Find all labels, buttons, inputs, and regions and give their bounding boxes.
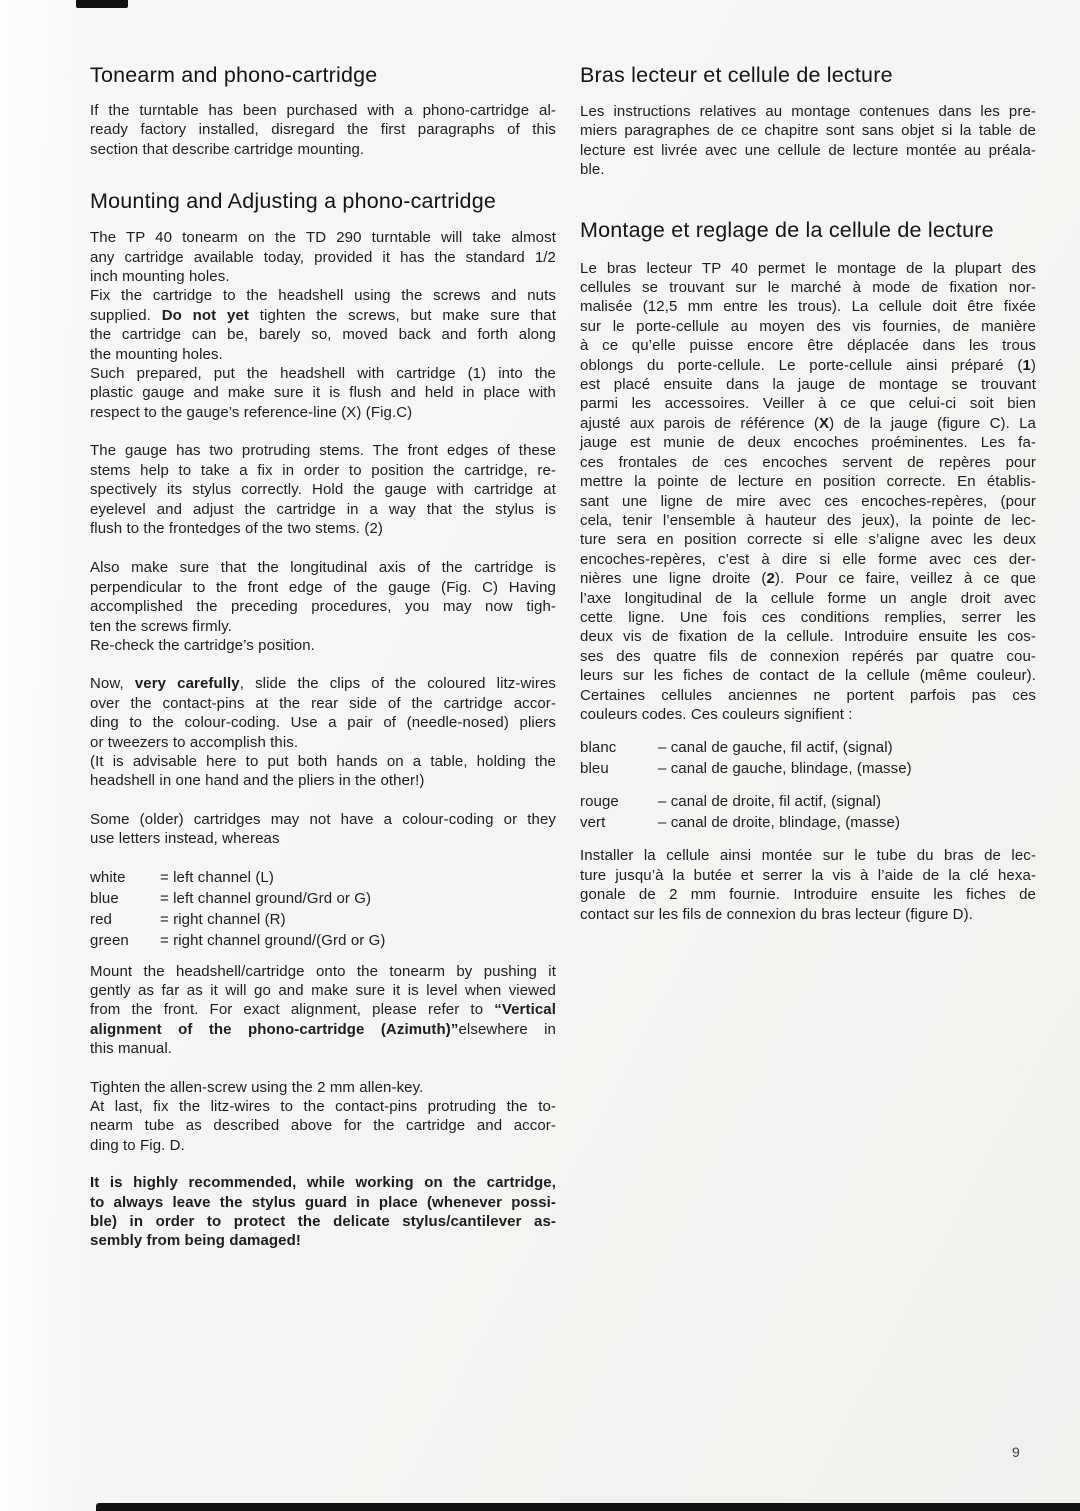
paragraph xyxy=(580,102,1036,180)
color-code-item xyxy=(580,791,1036,812)
text-line: Some (older) cartridges may not have a colour-coding or they xyxy=(90,810,556,828)
text-line: stems help to take a fix in order to position the cartridge, re- xyxy=(90,461,556,479)
text-line: Re-check the cartridge’s position. xyxy=(90,636,315,654)
text-line: eyelevel and adjust the cartridge in a way that the stylus is xyxy=(90,500,556,518)
scan-artifact-bottom xyxy=(96,1503,1080,1511)
text-line: from the front. For exact alignment, please refer to “Vertical xyxy=(90,1001,556,1019)
text-line: Mount the headshell/cartridge onto the tonearm by pushing it xyxy=(90,962,556,980)
text-line: The TP 40 tonearm on the TD 290 turntable will take almost xyxy=(90,229,556,247)
section-heading: Bras lecteur et cellule de lecture xyxy=(580,63,893,87)
text-line: sembly from being damaged! xyxy=(90,1232,301,1250)
bold-text: very carefully xyxy=(134,675,240,693)
color-code-list xyxy=(580,791,1036,833)
paragraph xyxy=(90,674,556,752)
paragraph xyxy=(90,810,556,849)
english-column xyxy=(90,62,556,1251)
text-line: cette ligne. Une fois ces conditions remplies, serrer les xyxy=(580,608,1036,626)
paragraph xyxy=(90,962,556,1059)
text-line: sur le porte-cellule au moyen des vis fournies, de manière xyxy=(580,317,1036,335)
text-line: plastic gauge and make sure it is flush and held in place with xyxy=(90,384,556,402)
text-line: lecture est livrée avec une cellule de lecture montée au préala- xyxy=(580,141,1036,159)
paragraph xyxy=(90,636,556,655)
text-line: nières une ligne droite (2). Pour ce faire, veillez à ce que xyxy=(580,570,1036,588)
text-line: accomplished the preceding procedures, you may now tigh- xyxy=(90,598,556,616)
color-term: white xyxy=(90,868,126,886)
text-line: ajusté aux parois de référence (X) de la jauge (figure C). La xyxy=(580,414,1037,432)
section-heading: Mounting and Adjusting a phono-cartridge xyxy=(90,189,497,214)
paragraph xyxy=(90,441,556,538)
paragraph xyxy=(90,1173,556,1251)
text-line: respect to the gauge’s reference-line (X) (Fig.C) xyxy=(90,403,413,421)
text-line: use letters instead, whereas xyxy=(90,830,280,848)
text-line: Certaines cellules anciennes ne portent parfois pas ces xyxy=(580,686,1036,704)
color-code-item xyxy=(90,930,556,951)
paragraph xyxy=(90,286,556,364)
text-line: couleurs codes. Ces couleurs signifient : xyxy=(580,705,853,723)
text-line: the cartridge can be, barely so, moved back and forth along xyxy=(90,326,556,344)
color-code-list xyxy=(580,737,1036,779)
text-line: deux vis de fixation de la cellule. Introduire ensuite les cos- xyxy=(580,628,1036,646)
color-term: green xyxy=(90,931,129,949)
text-line: sant une ligne de mire avec ces encoches-repères, (pour xyxy=(580,492,1036,510)
text-line: gently as far as it will go and make sure it is level when viewed xyxy=(90,982,556,999)
text-line: ses des quatre fils de connexion repérés par quatre cou- xyxy=(580,647,1036,665)
page-number: 9 xyxy=(1012,1444,1020,1460)
bold-text: alignment of the phono-cartridge (Azimuth)” xyxy=(90,1020,459,1038)
text-line: (It is advisable here to put both hands on a table, holding the xyxy=(90,752,556,770)
text-line: parmi les accessoires. Veiller à ce que celui-ci soit bien xyxy=(580,395,1036,413)
text-line: spectively its stylus correctly. Hold the gauge with cartridge at xyxy=(90,481,556,499)
paragraph xyxy=(90,364,556,422)
text-line: gonale de 2 mm fournie. Introduire ensuite les fiches de xyxy=(580,886,1036,904)
text-line: Such prepared, put the headshell with cartridge (1) into the xyxy=(90,365,556,383)
text-line: inch mounting holes. xyxy=(90,268,230,286)
color-code-item xyxy=(580,737,1036,758)
text-line: cellules se trouvant sur le marché à mode de fixation nor- xyxy=(580,279,1036,297)
bold-text: 2 xyxy=(766,570,775,588)
bold-text: 1 xyxy=(1022,356,1031,374)
paragraph xyxy=(90,1097,556,1155)
text-line: perpendicular to the front edge of the gauge (Fig. C) Having xyxy=(90,578,556,596)
color-desc: – canal de gauche, fil actif, (signal) xyxy=(658,739,893,757)
color-term: rouge xyxy=(580,793,619,811)
text-line: ces frontales de ces encoches servent de repères pour xyxy=(580,453,1036,471)
color-desc: = left channel ground/Grd or G) xyxy=(160,889,372,907)
text-line: jauge est munie de deux encoches proéminentes. Les fa- xyxy=(580,434,1036,452)
french-column xyxy=(580,62,1036,924)
color-term: blanc xyxy=(580,739,617,757)
text-line: contact sur les fils de connexion du bras lecteur (figure D). xyxy=(580,905,973,923)
section-heading: Montage et reglage de la cellule de lecture xyxy=(580,217,994,242)
text-line: the mounting holes. xyxy=(90,345,223,363)
text-line: ready factory installed, disregard the first paragraphs of this xyxy=(90,121,556,139)
color-desc: – canal de droite, fil actif, (signal) xyxy=(658,793,882,811)
text-line: headshell in one hand and the pliers in the other!) xyxy=(90,772,425,790)
text-line: If the turntable has been purchased with a phono-cartridge al- xyxy=(90,102,556,119)
text-line: over the contact-pins at the rear side of the cartridge accor- xyxy=(90,694,556,712)
color-code-item xyxy=(90,909,556,930)
text-line: miers paragraphes de ce chapitre sont sans objet si la table de xyxy=(580,122,1036,140)
text-line: Also make sure that the longitudinal axis of the cartridge is xyxy=(90,559,556,577)
color-desc: = left channel (L) xyxy=(160,868,274,886)
text-line: this manual. xyxy=(90,1040,173,1058)
paragraph xyxy=(90,558,556,636)
text-line: Now, very carefully, slide the clips of the coloured litz-wires xyxy=(90,675,556,693)
color-desc: = right channel ground/(Grd or G) xyxy=(160,931,386,949)
text-line: à ce qu’elle puisse encore être déplacée dans les trous xyxy=(580,337,1036,355)
color-code-list xyxy=(90,867,556,951)
color-code-item xyxy=(580,758,1036,779)
text-line: Fix the cartridge to the headshell using the screws and nuts xyxy=(90,287,556,305)
color-desc: = right channel (R) xyxy=(160,910,286,928)
text-line: Les instructions relatives au montage contenues dans les pre- xyxy=(580,103,1036,120)
text-line: any cartridge available today, provided it has the standard 1/2 xyxy=(90,248,556,266)
paragraph xyxy=(90,228,556,286)
color-desc: – canal de gauche, blindage, (masse) xyxy=(658,760,912,778)
text-line: It is highly recommended, while working on the cartridge, xyxy=(90,1174,556,1192)
text-line: ding to Fig. D. xyxy=(90,1136,185,1154)
text-line: section that describe cartridge mounting. xyxy=(90,140,365,158)
text-line: est placé ensuite dans la jauge de montage se trouvant xyxy=(580,376,1036,394)
paragraph xyxy=(580,259,1036,725)
text-line: ture jusqu’à la butée et serrer la vis à l’aide de la clé hexa- xyxy=(580,866,1036,884)
text-line: Tighten the allen-screw using the 2 mm allen-key. xyxy=(90,1078,424,1096)
text-line: At last, fix the litz-wires to the contact-pins protruding the to- xyxy=(90,1098,556,1116)
bold-text: “Vertical xyxy=(494,1001,556,1019)
text-line: encoches-repères, c’est à dire si elle forme avec ces der- xyxy=(580,550,1036,568)
text-line: leurs sur les fiches de contact de la cellule (même couleur). xyxy=(580,667,1036,685)
text-line: ture sera en position correcte si elle s’aligne avec les deux xyxy=(580,531,1036,549)
text-line: ding to the colour-coding. Use a pair of (needle-nosed) pliers xyxy=(90,714,556,732)
text-line: ten the screws firmly. xyxy=(90,617,232,635)
text-line: Installer la cellule ainsi montée sur le tube du bras de lec- xyxy=(580,847,1036,865)
text-line: oblongs du porte-cellule. Le porte-cellule ainsi préparé (1) xyxy=(580,356,1036,374)
paragraph xyxy=(580,846,1036,924)
text-line: malisée (12,5 mm entre les trous). La cellule doit être fixée xyxy=(580,298,1036,316)
color-desc: – canal de droite, blindage, (masse) xyxy=(658,814,901,832)
text-line: to always leave the stylus guard in place (whenever possi- xyxy=(90,1193,556,1211)
color-term: bleu xyxy=(580,760,609,778)
scan-artifact-top xyxy=(76,0,128,8)
text-line: l’axe longitudinal de la cellule forme un angle droit avec xyxy=(580,589,1036,607)
text-line: or tweezers to accomplish this. xyxy=(90,733,299,751)
text-line: cela, tenir l’ensemble à hauteur des jeux), la pointe de lec- xyxy=(580,511,1036,529)
text-line: alignment of the phono-cartridge (Azimuth)”elsewhere in xyxy=(90,1020,556,1038)
color-code-item xyxy=(580,812,1036,833)
text-line: supplied. Do not yet tighten the screws, but make sure that xyxy=(90,306,556,324)
text-line: mettre la pointe de lecture en position correcte. En établis- xyxy=(580,473,1036,491)
color-code-item xyxy=(90,867,556,888)
color-term: vert xyxy=(580,814,606,832)
text-line: ble. xyxy=(580,161,605,179)
color-term: blue xyxy=(90,889,119,907)
color-term: red xyxy=(90,910,112,928)
section-heading: Tonearm and phono-cartridge xyxy=(90,63,378,87)
text-line: The gauge has two protruding stems. The front edges of these xyxy=(90,442,556,460)
text-line: flush to the frontedges of the two stems. (2) xyxy=(90,519,383,537)
paragraph xyxy=(90,752,556,791)
bold-text: Do not yet xyxy=(161,306,250,324)
text-line: Le bras lecteur TP 40 permet le montage de la plupart des xyxy=(580,259,1036,277)
paragraph xyxy=(90,101,556,159)
text-line: nearm tube as described above for the cartridge and accor- xyxy=(90,1117,556,1135)
color-code-item xyxy=(90,888,556,909)
bold-text: X xyxy=(819,414,830,432)
paragraph xyxy=(90,1078,556,1097)
text-line: ble) in order to protect the delicate stylus/cantilever as- xyxy=(90,1213,556,1231)
